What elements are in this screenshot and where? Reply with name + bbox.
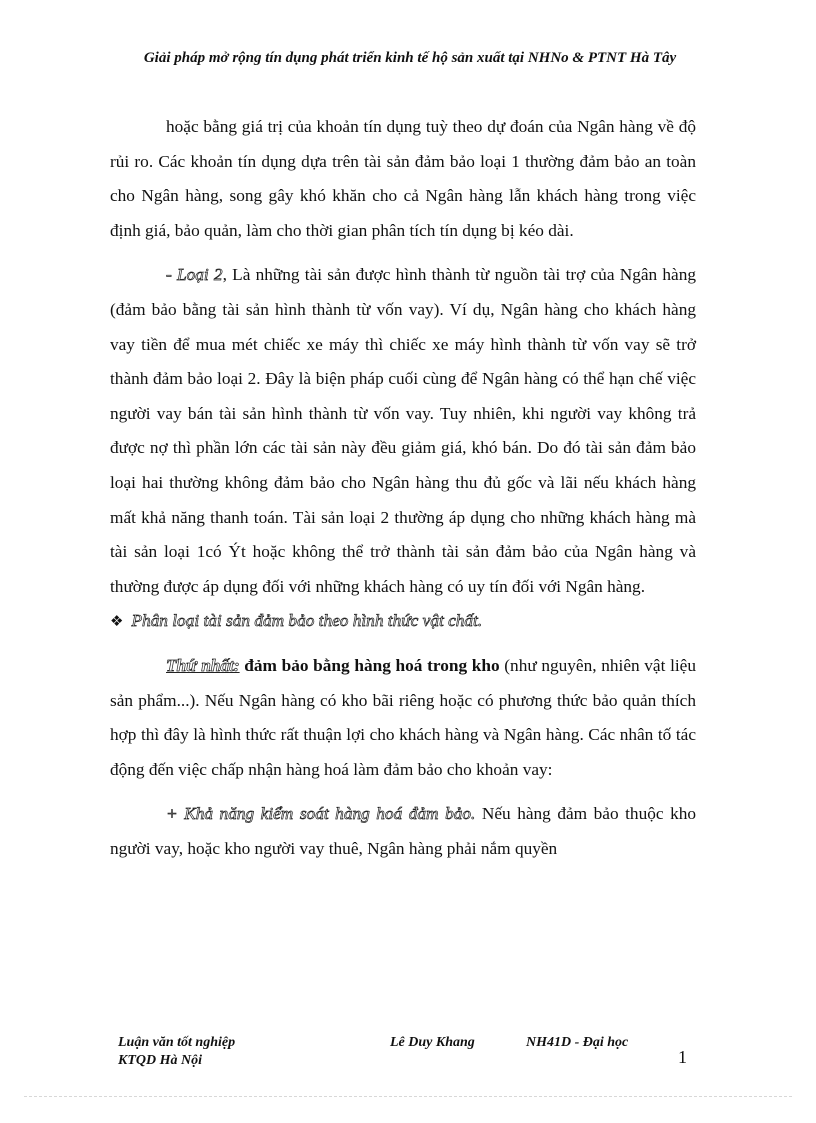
footer-school: KTQD Hà Nội bbox=[118, 1053, 202, 1068]
paragraph-3-text: (như nguyên, nhiên vật liệu sản phẩm...). Nếu Ngân hàng có kho bãi riêng hoặc có phương thức bảo quản thích hợp thì đây là hình thức rất thuận lợi cho khách hàng và Ngân hàng. Các nhân tố tác động đến việc chấp nhận hàng hoá làm đảm bảo cho khoản vay: bbox=[110, 655, 696, 779]
page-header: Giải pháp mở rộng tín dụng phát triển kinh tế hộ sản xuất tại NHNo & PTNT Hà Tây bbox=[143, 50, 677, 66]
paragraph-1: hoặc bằng giá trị của khoản tín dụng tuỳ theo dự đoán của Ngân hàng về độ rủi ro. Các khoản tín dụng dựa trên tài sản đảm bảo loại 1 thường đảm bảo an toàn cho Ngân hàng, song gây khó khăn cho cả Ngân hàng lẫn khách hàng trong việc định giá, bảo quản, làm cho thời gian phân tích tín dụng bị kéo dài. bbox=[110, 117, 696, 240]
paragraph-3-bold: đảm bảo bằng hàng hoá trong kho bbox=[244, 655, 500, 675]
paragraph-2 bbox=[110, 258, 696, 604]
document-body bbox=[110, 110, 696, 866]
page-bottom-divider bbox=[24, 1096, 792, 1097]
type-2-label: - Loại 2 bbox=[166, 265, 223, 285]
footer-class: NH41D - Đại học bbox=[526, 1035, 629, 1050]
first-label: Thứ nhất: bbox=[166, 655, 240, 675]
paragraph-2-text: , Là những tài sản được hình thành từ nguồn tài trợ của Ngân hàng (đảm bảo bằng tài sản hình thành từ vốn vay). Ví dụ, Ngân hàng cho khách hàng vay tiền để mua mét chiếc xe máy thì chiếc xe máy hình thành từ vốn vay sẽ trở thành đảm bảo loại 2. Đây là biện pháp cuối cùng để Ngân hàng có thể hạn chế việc người vay bán tài sản hình thành từ vốn vay. Tuy nhiên, khi người vay không trả được nợ thì phần lớn các tài sản này đều giảm giá, khó bán. Do đó tài sản đảm bảo loại hai thường không đảm bảo cho Ngân hàng thu đủ gốc và lãi nếu khách hàng mất khả năng thanh toán. Tài sản loại 2 thường áp dụng cho những khách hàng mà tài sản loại 1có Ýt hoặc không thể trở thành tài sản đảm bảo của Ngân hàng và thường được áp dụng đối với những khách hàng có uy tín đối với Ngân hàng. bbox=[110, 265, 697, 596]
control-ability-label: + Khả năng kiểm soát hàng hoá đảm bảo. bbox=[166, 804, 476, 824]
section-heading-text: Phân loại tài sản đảm bảo theo hình thức vật chất. bbox=[131, 611, 483, 631]
section-heading bbox=[110, 604, 696, 639]
page-number: 1 bbox=[678, 1047, 687, 1067]
footer-thesis: Luận văn tốt nghiệp bbox=[118, 1035, 236, 1050]
paragraph-4-text: Nếu hàng đảm bảo thuộc kho người vay, hoặc kho người vay thuê, Ngân hàng phải nắm quyền bbox=[110, 804, 696, 858]
diamond-bullet-icon: ❖ bbox=[110, 612, 124, 631]
footer-author: Lê Duy Khang bbox=[390, 1035, 475, 1050]
paragraph-4 bbox=[110, 797, 696, 866]
paragraph-3 bbox=[110, 649, 696, 787]
